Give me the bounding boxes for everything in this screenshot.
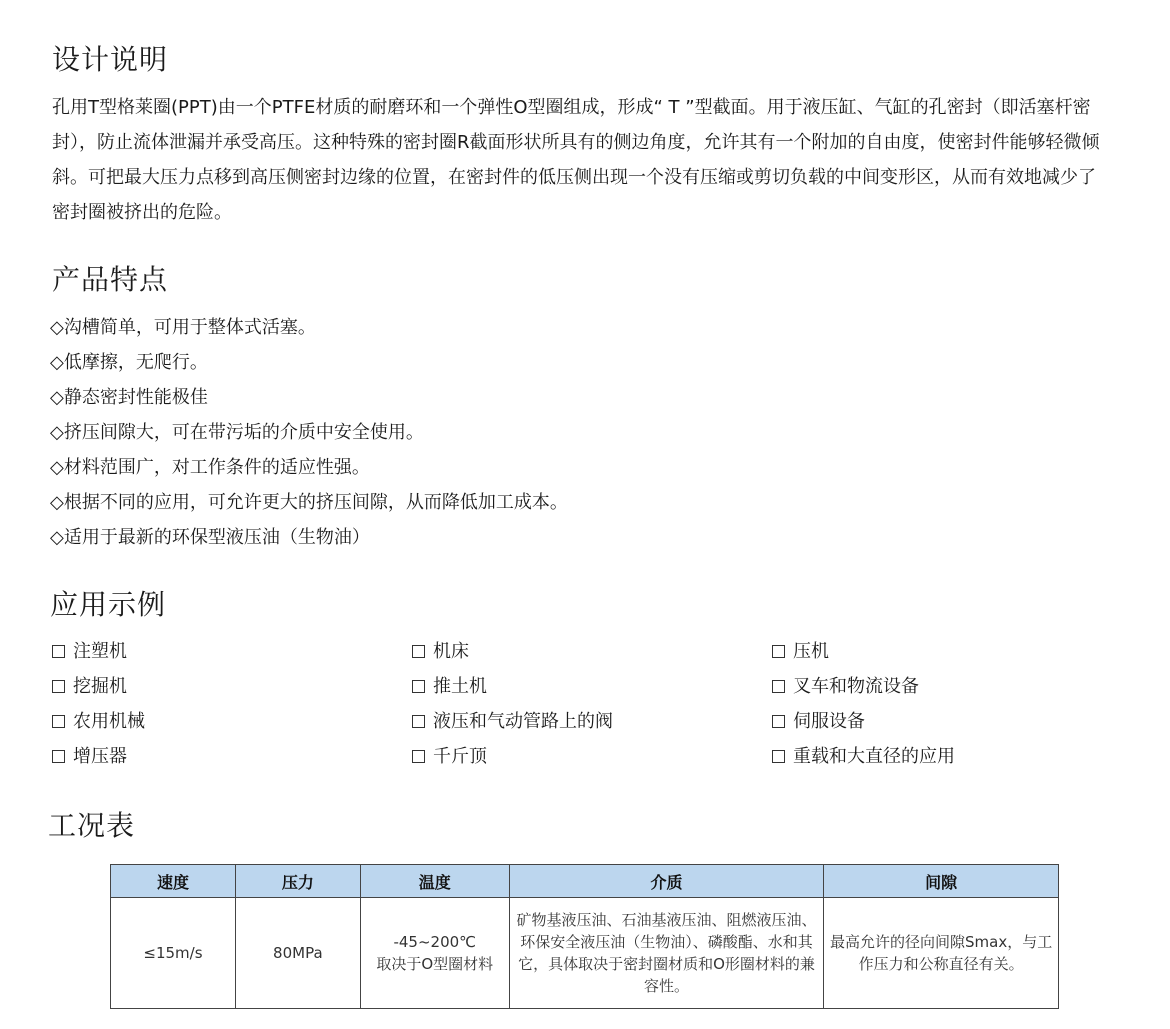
application-item: 压机 bbox=[772, 634, 1132, 669]
checkbox-icon bbox=[772, 715, 785, 728]
table-header-row bbox=[111, 865, 1059, 898]
application-item: 重载和大直径的应用 bbox=[772, 739, 1132, 774]
checkbox-icon bbox=[412, 750, 425, 763]
checkbox-icon bbox=[772, 680, 785, 693]
checkbox-icon bbox=[52, 715, 65, 728]
checkbox-icon bbox=[772, 645, 785, 658]
application-item: 千斤顶 bbox=[412, 739, 772, 774]
application-item: 注塑机 bbox=[52, 634, 412, 669]
application-item: 挖掘机 bbox=[52, 669, 412, 704]
temperature-range: -45~200℃ bbox=[393, 933, 477, 951]
cell-gap: 最高允许的径向间隙Smax，与工作压力和公称直径有关。 bbox=[824, 898, 1059, 1009]
cell-pressure: 80MPa bbox=[235, 898, 360, 1009]
feature-item: ◇沟槽简单，可用于整体式活塞。 bbox=[50, 317, 316, 338]
checkbox-icon bbox=[412, 680, 425, 693]
application-item: 增压器 bbox=[52, 739, 412, 774]
temperature-note: 取决于O型圈材料 bbox=[376, 955, 494, 973]
header-gap: 间隙 bbox=[824, 865, 1059, 898]
checkbox-icon bbox=[52, 750, 65, 763]
applications-grid bbox=[52, 634, 1132, 774]
application-item: 机床 bbox=[412, 634, 772, 669]
checkbox-icon bbox=[412, 645, 425, 658]
design-paragraph: 孔用T型格莱圈(PPT)由一个PTFE材质的耐磨环和一个弹性O型圈组成，形成“ T ”型截面。用于液压缸、气缸的孔密封（即活塞杆密封），防止流体泄漏并承受高压。这种特殊的密封圈R截面形状所具有的侧边角度，允许其有一个附加的自由度，使密封件能够轻微倾斜。可把最大压力点移到高压侧密封边缘的位置，在密封件的低压侧出现一个没有压缩或剪切负载的中间变形区，从而有效地减少了密封圈被挤出的危险。 bbox=[52, 97, 1100, 223]
conditions-title: 工况表 bbox=[48, 809, 136, 842]
feature-item: ◇适用于最新的环保型液压油（生物油） bbox=[50, 527, 370, 548]
checkbox-icon bbox=[52, 645, 65, 658]
header-speed: 速度 bbox=[111, 865, 236, 898]
header-pressure: 压力 bbox=[235, 865, 360, 898]
features-title: 产品特点 bbox=[52, 263, 169, 296]
feature-item: ◇材料范围广，对工作条件的适应性强。 bbox=[50, 457, 370, 478]
feature-item: ◇低摩擦，无爬行。 bbox=[50, 352, 208, 373]
application-item: 农用机械 bbox=[52, 704, 412, 739]
checkbox-icon bbox=[772, 750, 785, 763]
application-item: 液压和气动管路上的阀 bbox=[412, 704, 772, 739]
application-item: 叉车和物流设备 bbox=[772, 669, 1132, 704]
cell-temperature bbox=[360, 898, 509, 1009]
application-item: 推土机 bbox=[412, 669, 772, 704]
feature-item: ◇挤压间隙大，可在带污垢的介质中安全使用。 bbox=[50, 422, 424, 443]
feature-item: ◇根据不同的应用，可允许更大的挤压间隙，从而降低加工成本。 bbox=[50, 492, 568, 513]
cell-speed: ≤15m/s bbox=[111, 898, 236, 1009]
header-medium: 介质 bbox=[509, 865, 824, 898]
feature-item: ◇静态密封性能极佳 bbox=[50, 387, 208, 408]
table-row bbox=[111, 898, 1059, 1009]
features-list bbox=[50, 310, 568, 555]
conditions-table bbox=[110, 864, 1059, 1009]
cell-medium: 矿物基液压油、石油基液压油、阻燃液压油、环保安全液压油（生物油）、磷酸酯、水和其它，具体取决于密封圈材质和O形圈材料的兼容性。 bbox=[509, 898, 824, 1009]
checkbox-icon bbox=[412, 715, 425, 728]
header-temperature: 温度 bbox=[360, 865, 509, 898]
application-item: 伺服设备 bbox=[772, 704, 1132, 739]
design-title: 设计说明 bbox=[52, 43, 169, 76]
checkbox-icon bbox=[52, 680, 65, 693]
applications-title: 应用示例 bbox=[50, 588, 167, 621]
